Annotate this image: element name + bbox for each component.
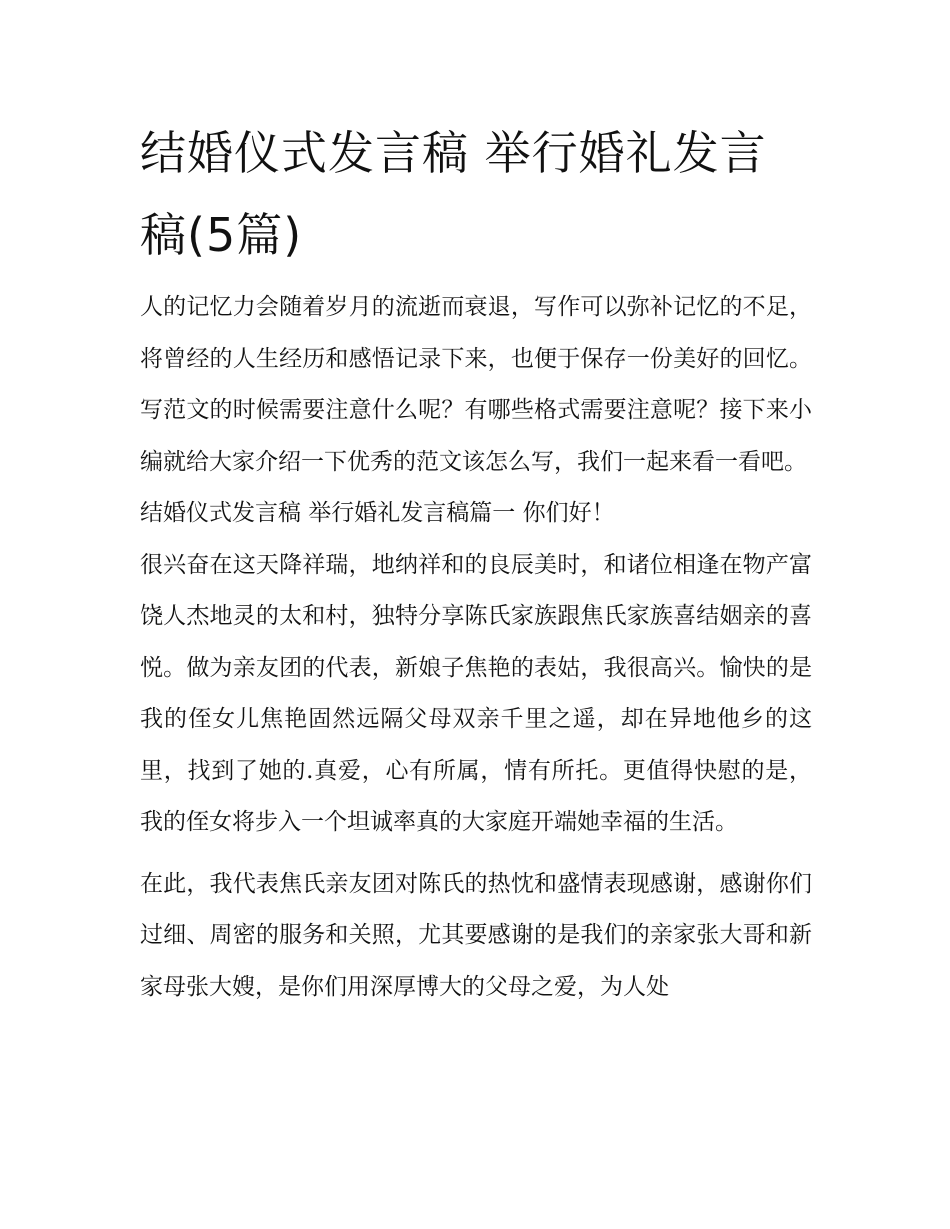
body-paragraph: 在此，我代表焦氏亲友团对陈氏的热忱和盛情表现感谢，感谢你们过细、周密的服务和关照，尤其要感谢的是我们的亲家张大哥和新家母张大嫂，是你们用深厚博大的父母之爱，为人处 bbox=[140, 870, 812, 1000]
document-title: 结婚仪式发言稿 举行婚礼发言稿(5篇) bbox=[140, 126, 767, 262]
body-paragraph: 很兴奋在这天降祥瑞，地纳祥和的良辰美时，和诸位相逢在物产富饶人杰地灵的太和村，独特分享陈氏家族跟焦氏家族喜结姻亲的喜悦。做为亲友团的代表，新娘子焦艳的表姑，我很高兴。愉快的是我的侄女儿焦艳固然远隔父母双亲千里之遥，却在异地他乡的这里，找到了她的.真爱，心有所属，情有所托。更值得快慰的是，我的侄女将步入一个坦诚率真的大家庭开端她幸福的生活。 bbox=[140, 551, 812, 835]
document-page bbox=[140, 112, 812, 1013]
intro-paragraph: 人的记忆力会随着岁月的流逝而衰退，写作可以弥补记忆的不足，将曾经的人生经历和感悟记录下来，也便于保存一份美好的回忆。写范文的时候需要注意什么呢？有哪些格式需要注意呢？接下来小编就给大家介绍一下优秀的范文该怎么写，我们一起来看一看吧。 bbox=[140, 294, 812, 475]
section-heading-paragraph: 结婚仪式发言稿 举行婚礼发言稿篇一 你们好！ bbox=[140, 500, 615, 526]
